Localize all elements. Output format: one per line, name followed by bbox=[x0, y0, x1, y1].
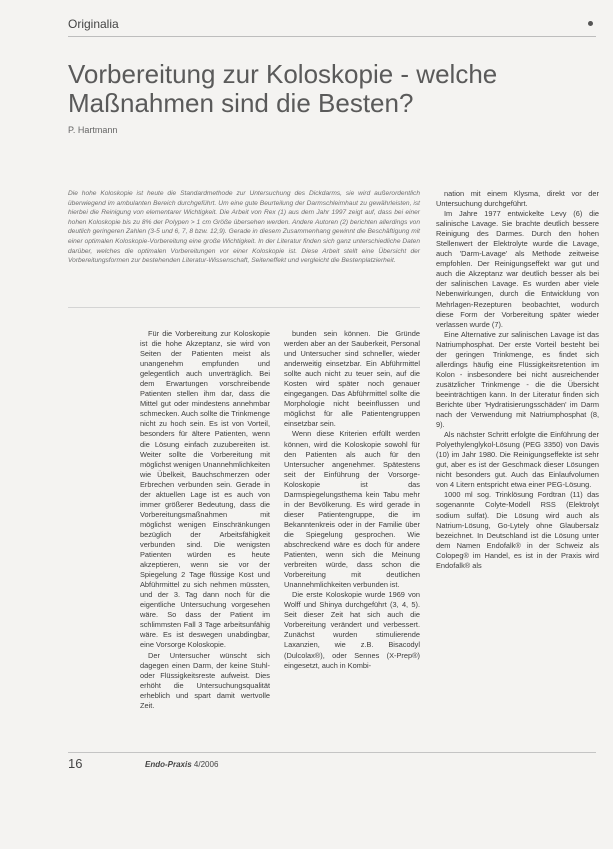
footer-divider bbox=[68, 752, 596, 753]
journal-citation bbox=[145, 760, 218, 769]
header-divider bbox=[68, 36, 596, 37]
body-column-1 bbox=[140, 329, 270, 744]
paragraph: Als nächster Schritt erfolgte die Einführung der Polyethylenglykol-Lösung (PEG 3350) von Davis (10) im Jahr 1980. Die Reinigungseffekte ist sehr gut, aber es ist der Geschmack dieser Lösungen nicht besonders gut. Auch das Einlaufvolumen von 4 Litern entspricht etwa einer PEG-Lösung. bbox=[436, 430, 599, 490]
journal-issue: 4/2006 bbox=[193, 760, 219, 769]
paragraph: Der Untersucher wünscht sich dagegen einen Darm, der keine Stuhl- oder Flüssigkeitsreste aufweist. Dies erhöht die Untersuchungsqualität erheblich und spart damit wertvolle Zeit. bbox=[140, 650, 270, 710]
journal-name: Endo-Praxis bbox=[145, 760, 192, 769]
paragraph: Eine Alternative zur salinischen Lavage ist das Natriumphosphat. Der erste Vorteil besteht bei der geringen Trinkmenge, es findet sich allerdings häufig eine Flüssigkeitsretention im Kolon - insbesondere bei nicht ausreichender zusätzlicher Trinkmenge - die die Übersicht beeinträchtigen kann. In der Literatur finden sich Berichte über 'Hydratisierungsschäden' im Darm nach der Verwendung mit Natriumphosphat (8, 9). bbox=[436, 329, 599, 430]
page-number: 16 bbox=[68, 756, 83, 771]
article-author: P. Hartmann bbox=[68, 125, 118, 135]
section-label: Originalia bbox=[68, 17, 119, 31]
paragraph: 1000 ml sog. Trinklösung Fordtran (11) das sogenannte Colyte-Modell RSS (Elektrolyt sodium sulfat). Die Lösung wird auch als Natrium-Lösung, Go-Lytely ohne Glaubersalz bezeichnet. In Deutschland ist die Lösung unter dem Namen Endofalk® in der Schweiz als Colopeg® im Handel, es ist in der Praxis wird Endofalk® als bbox=[436, 490, 599, 570]
paragraph: Die erste Koloskopie wurde 1969 von Wolff und Shinya durchgeführt (3, 4, 5). Seit dieser Zeit hat sich auch die Vorbereitung verändert und verbessert. Zunächst wurden stimulierende Laxanzien, wie z.B. Bisacodyl (Dulcolax®), oder Sennes (X-Prep®) eingesetzt, auch in Kombi- bbox=[284, 590, 420, 670]
paragraph: Im Jahre 1977 entwickelte Levy (6) die salinische Lavage. Sie brachte deutlich bessere Reinigung des Darmes. Durch den hohen Stellenwert der Elektrolyte wurde die Lavage, auch 'Darm-Lavage' als Methode zeitweise empfohlen. Der Reinigungseffekt war gut und auch die Akzeptanz war deutlich besser als bei der salinischen Lavage. Es wurden aber viele Nebenwirkungen, durch die Entwicklung von Mehrlagen-Rezepturen beobachtet, wodurch diese Form der Vorbereitung später wieder verlassen wurde (7). bbox=[436, 209, 599, 329]
article-abstract: Die hohe Koloskopie ist heute die Standardmethode zur Untersuchung des Dickdarms, sie wird außerordentlich überwiegend im ambulanten Bereich durchgeführt. Um eine gute Beurteilung der Darmschleimhaut zu gewährleisten, ist hierbei die Reinigung von elementarer Wichtigkeit. Die Arbeit von Rex (1) aus dem Jahr 1997 zeigt auf, dass bei einer hohen Koloskopie bis zu 8% der Polypen > 1 cm Größe übersehen werden. Andere Autoren (2) berichten allerdings von deutlich geringeren Zahlen (3-5 und 6, 7, 8 bzw. 12,9). Gerade in diesem Zusammenhang gewinnt die Beschäftigung mit einer optimalen Koloskopie-Vorbereitung eine große Wichtigkeit. In der Literatur finden sich ganz unterschiedliche Daten darüber, welches die optimalen Vorbereitungen vor einer Koloskopie ist. Diese Arbeit stellt eine Übersicht der Vorbereitungsformen zur bestehenden Literatur-Wissenschaft, Seiteneffekt und vergleicht die Bestenplatzierheit. bbox=[68, 190, 420, 265]
paragraph: Für die Vorbereitung zur Koloskopie ist die hohe Akzeptanz, sie wird von Seiten der Patienten meist als unangenehm empfunden und gelegentlich auch unverträglich. Bei dem Erwartungen vorschreibende Patienten stellen ihm dar, dass die Mittel gut oder mindestens annehmbar schmecken. Auch sollte die Trinkmenge nicht zu hoch sein. Es ist von Vorteil, besonders für ältere Patienten, wenn die Lösung einfach zuzubereiten ist. Weiter sollte die Vorbereitung mit möglichst wenigen Unannehmlichkeiten wie Übelkeit, Bauchschmerzen oder Erbrechen verbunden sein. Gerade in der aktuellen Lage ist es auch von immer größerer Bedeutung, dass die Vorbereitungsmaßnahmen mit möglichst wenigen Einschränkungen bezüglich der Arbeitsfähigkeit verbunden sind. Die wenigsten Patienten würden es heute akzeptieren, wenn sie vor der Spiegelung 2 Tage flüssige Kost und Abführmittel zu sich nehmen müssten, und der 3. Tag dann noch für die eigentliche Untersuchung vorgesehen wäre. So dass der Patient im schlimmsten Fall 3 Tage arbeitsunfähig wäre. Es ist deswegen unabdingbar, eine Vorsorge Koloskopie. bbox=[140, 329, 270, 650]
abstract-divider bbox=[68, 307, 420, 308]
paragraph: Wenn diese Kriterien erfüllt werden können, wird die Koloskopie sowohl für den Patienten als auch für den Untersucher angenehmer. Spätestens seit der Einführung der Vorsorge-Koloskopie ist das Darmspiegelungsthema kein Tabu mehr in der Bevölkerung. Es wird gerade in dieser Patientengruppe, die im Bekanntenkreis oder in der Familie über die Spiegelung gesprochen. Wie abschreckend wäre es doch für andere Patienten, wenn sich die Meinung verbreiten würde, dass schon die Vorbereitung mit deutlichen Unannehmlichkeiten verbunden ist. bbox=[284, 429, 420, 590]
article-title: Vorbereitung zur Koloskopie - welche Maßnahmen sind die Besten? bbox=[68, 59, 498, 118]
body-column-2 bbox=[284, 329, 420, 744]
body-column-3 bbox=[436, 189, 599, 745]
corner-mark-icon bbox=[588, 21, 593, 26]
paragraph: nation mit einem Klysma, direkt vor der Untersuchung durchgeführt. bbox=[436, 189, 599, 209]
paragraph: bunden sein können. Die Gründe werden aber an der Sauberkeit, Personal und Untersucher sind schneller, wieder anderweitig einsetzbar. Ein Abführmittel sollte auch nicht zu teuer sein, auf die Kosten wird später noch genauer eingegangen. Das Abführmittel sollte die Morphologie nicht beeinflussen und möglichst für alle Patientengruppen einsetzbar sein. bbox=[284, 329, 420, 429]
